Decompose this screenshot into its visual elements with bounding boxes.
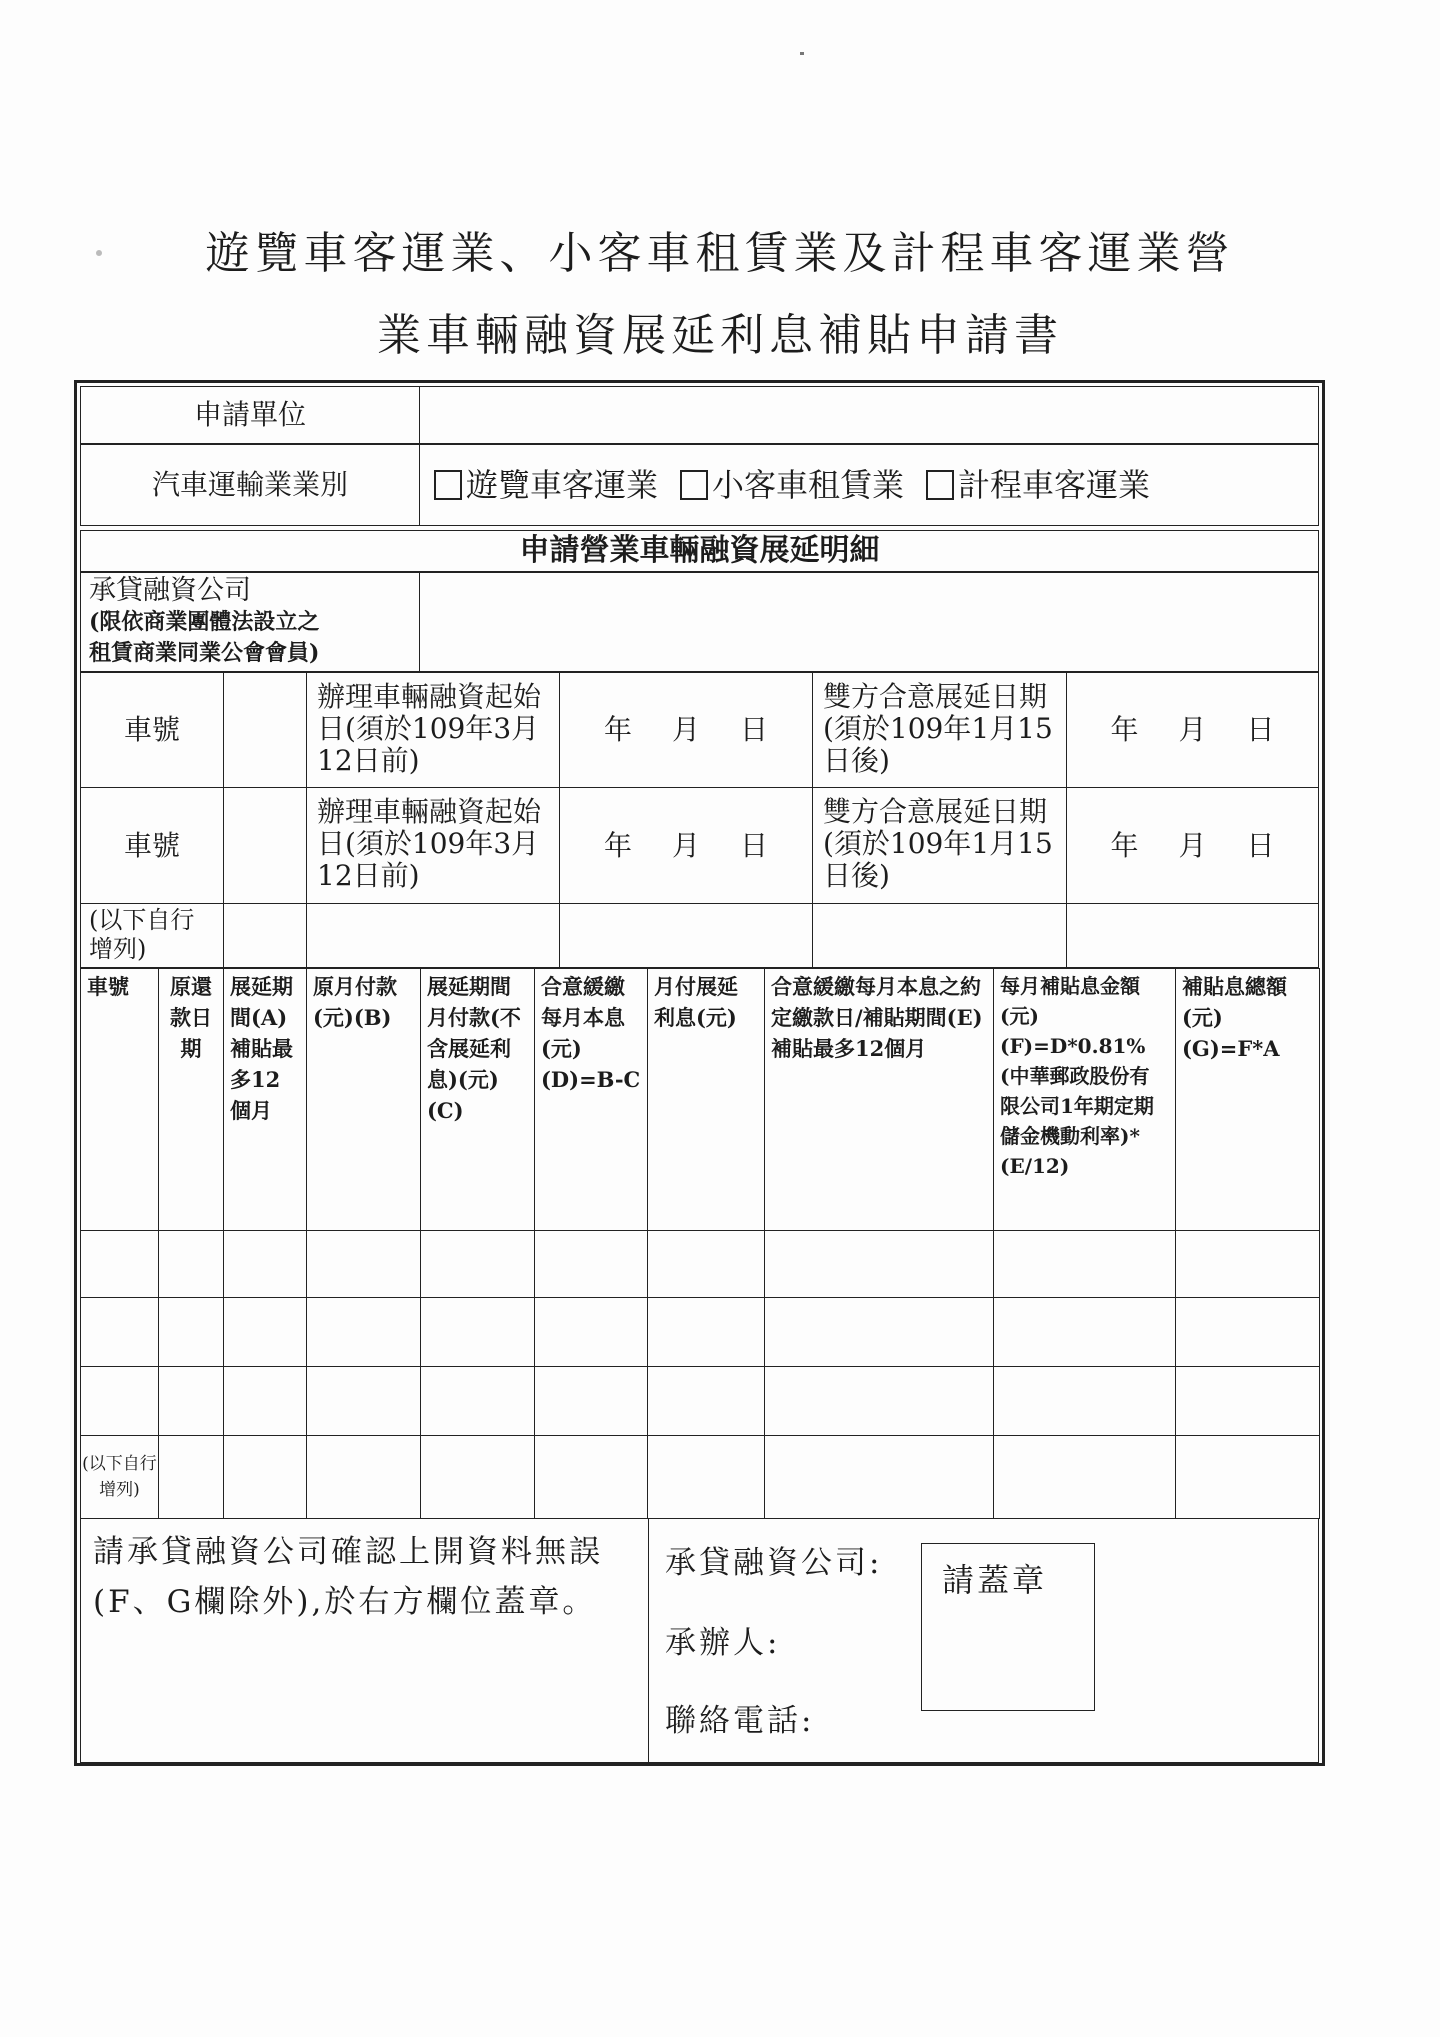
start-date-field[interactable] xyxy=(559,787,813,904)
table-header-cell: 原還款日期 xyxy=(158,968,224,1231)
blank-cell[interactable] xyxy=(223,903,307,968)
table-cell[interactable] xyxy=(993,1297,1176,1367)
table-cell[interactable] xyxy=(223,1297,307,1367)
stamp-box[interactable] xyxy=(921,1543,1095,1711)
table-cell[interactable] xyxy=(764,1366,994,1436)
day-text: 日 xyxy=(740,828,769,862)
table-cell[interactable] xyxy=(764,1230,994,1298)
table-header-cell: 合意緩繳每月本息之約定繳款日/補貼期間(E) 補貼最多12個月 xyxy=(764,968,994,1231)
month-text: 月 xyxy=(671,828,700,862)
year-text: 年 xyxy=(1110,828,1139,862)
lender-sign-area xyxy=(648,1518,1319,1763)
table-cell[interactable] xyxy=(80,1297,159,1367)
table-cell[interactable] xyxy=(223,1230,307,1298)
table-cell[interactable] xyxy=(158,1435,224,1519)
industry-options xyxy=(419,444,1319,526)
table-cell[interactable] xyxy=(420,1435,535,1519)
agree-date-label: 雙方合意展延日期(須於109年1月15日後) xyxy=(812,787,1067,904)
table-cell[interactable] xyxy=(764,1435,994,1519)
table-cell[interactable] xyxy=(764,1297,994,1367)
table-cell[interactable] xyxy=(993,1230,1176,1298)
blank-cell[interactable] xyxy=(1066,903,1319,968)
table-cell[interactable] xyxy=(1175,1366,1320,1436)
day-text: 日 xyxy=(1246,713,1275,746)
table-cell[interactable] xyxy=(1175,1297,1320,1367)
table-cell[interactable] xyxy=(647,1297,765,1367)
lender-label xyxy=(80,572,420,672)
year-text: 年 xyxy=(603,713,632,746)
start-date-label: 辦理車輛融資起始日(須於109年3月12日前) xyxy=(306,672,560,788)
lender-label-line-2: (限依商業團體法設立之 xyxy=(89,609,320,635)
confirm-note xyxy=(80,1518,649,1763)
scan-speck xyxy=(96,250,102,256)
table-cell[interactable] xyxy=(306,1366,421,1436)
section-title: 申請營業車輛融資展延明細 xyxy=(80,530,1319,572)
checkbox-icon[interactable] xyxy=(434,470,462,500)
plate-label: 車號 xyxy=(80,787,224,904)
option-car-rental[interactable]: 小客車租賃業 xyxy=(680,469,904,501)
table-cell[interactable] xyxy=(534,1230,648,1298)
table-cell[interactable] xyxy=(534,1366,648,1436)
table-cell[interactable] xyxy=(420,1366,535,1436)
year-text: 年 xyxy=(603,828,632,862)
table-header-cell: 每月補貼息金額(元)(F)=D*0.81%(中華郵政股份有限公司1年期定期儲金機動利率)*(E/12) xyxy=(993,968,1176,1231)
day-text: 日 xyxy=(740,713,769,746)
phone-label: 聯絡電話: xyxy=(665,1703,815,1739)
table-cell[interactable] xyxy=(1175,1435,1320,1519)
applicant-field[interactable] xyxy=(419,386,1319,444)
table-cell[interactable] xyxy=(223,1366,307,1436)
table-header-cell: 月付展延利息(元) xyxy=(647,968,765,1231)
table-cell[interactable] xyxy=(80,1366,159,1436)
start-date-field[interactable] xyxy=(559,672,813,788)
table-cell[interactable] xyxy=(647,1366,765,1436)
table-cell[interactable] xyxy=(993,1366,1176,1436)
table-cell[interactable] xyxy=(306,1435,421,1519)
option-tour-bus[interactable]: 遊覽車客運業 xyxy=(434,469,658,501)
lender-label-line-3: 租賃商業同業公會會員) xyxy=(89,640,320,666)
blank-cell[interactable] xyxy=(306,903,560,968)
lender-field[interactable] xyxy=(419,572,1319,672)
add-rows-label: (以下自行增列) xyxy=(80,903,224,968)
table-cell[interactable] xyxy=(647,1230,765,1298)
agree-date-field[interactable] xyxy=(1066,787,1319,904)
table-cell[interactable] xyxy=(158,1230,224,1298)
table-header-cell: 展延期間月付款(不含展延利息)(元)(C) xyxy=(420,968,535,1231)
option-taxi[interactable]: 計程車客運業 xyxy=(926,469,1150,501)
plate-field[interactable] xyxy=(223,787,307,904)
table-cell[interactable] xyxy=(306,1297,421,1367)
month-text: 月 xyxy=(1178,713,1207,746)
table-header-cell: 補貼息總額(元)(G)=F*A xyxy=(1175,968,1320,1231)
lender-company-label: 承貸融資公司: xyxy=(665,1545,883,1581)
table-cell[interactable] xyxy=(158,1297,224,1367)
table-cell[interactable] xyxy=(534,1297,648,1367)
agree-date-label: 雙方合意展延日期(須於109年1月15日後) xyxy=(812,672,1067,788)
lender-label-line-1: 承貸融資公司 xyxy=(89,575,251,606)
checkbox-icon[interactable] xyxy=(926,470,954,500)
blank-cell[interactable] xyxy=(559,903,813,968)
checkbox-icon[interactable] xyxy=(680,470,708,500)
applicant-label: 申請單位 xyxy=(80,386,420,444)
page-title-line-1: 遊覽車客運業、小客車租賃業及計程車客運業營 xyxy=(205,228,1235,279)
table-cell[interactable] xyxy=(993,1435,1176,1519)
table-header-cell: 合意緩繳每月本息(元)(D)=B-C xyxy=(534,968,648,1231)
blank-cell[interactable] xyxy=(812,903,1067,968)
month-text: 月 xyxy=(671,713,700,746)
day-text: 日 xyxy=(1246,828,1275,862)
stamp-label: 請蓋章 xyxy=(942,1561,1048,1599)
table-header-cell: 展延期間(A)補貼最多12個月 xyxy=(223,968,307,1231)
table-cell[interactable] xyxy=(420,1230,535,1298)
table-cell[interactable] xyxy=(80,1230,159,1298)
scan-speck xyxy=(800,52,804,55)
plate-field[interactable] xyxy=(223,672,307,788)
table-cell[interactable] xyxy=(647,1435,765,1519)
month-text: 月 xyxy=(1178,828,1207,862)
year-text: 年 xyxy=(1110,713,1139,746)
agree-date-field[interactable] xyxy=(1066,672,1319,788)
start-date-label: 辦理車輛融資起始日(須於109年3月12日前) xyxy=(306,787,560,904)
table-cell[interactable] xyxy=(1175,1230,1320,1298)
industry-label: 汽車運輸業業別 xyxy=(80,444,420,526)
table-cell[interactable] xyxy=(306,1230,421,1298)
plate-label: 車號 xyxy=(80,672,224,788)
table-header-cell: 原月付款(元)(B) xyxy=(306,968,421,1231)
page-title-line-2: 業車輛融資展延利息補貼申請書 xyxy=(377,310,1063,361)
confirm-text: 請承貸融資公司確認上開資料無誤(F、G欄除外),於右方欄位蓋章。 xyxy=(93,1534,603,1620)
handler-label: 承辦人: xyxy=(665,1625,781,1661)
table-cell[interactable] xyxy=(158,1366,224,1436)
table-cell[interactable] xyxy=(420,1297,535,1367)
table-header-cell: 車號 xyxy=(80,968,159,1231)
table-add-rows-label: (以下自行增列) xyxy=(80,1435,159,1519)
table-cell[interactable] xyxy=(223,1435,307,1519)
table-cell[interactable] xyxy=(534,1435,648,1519)
